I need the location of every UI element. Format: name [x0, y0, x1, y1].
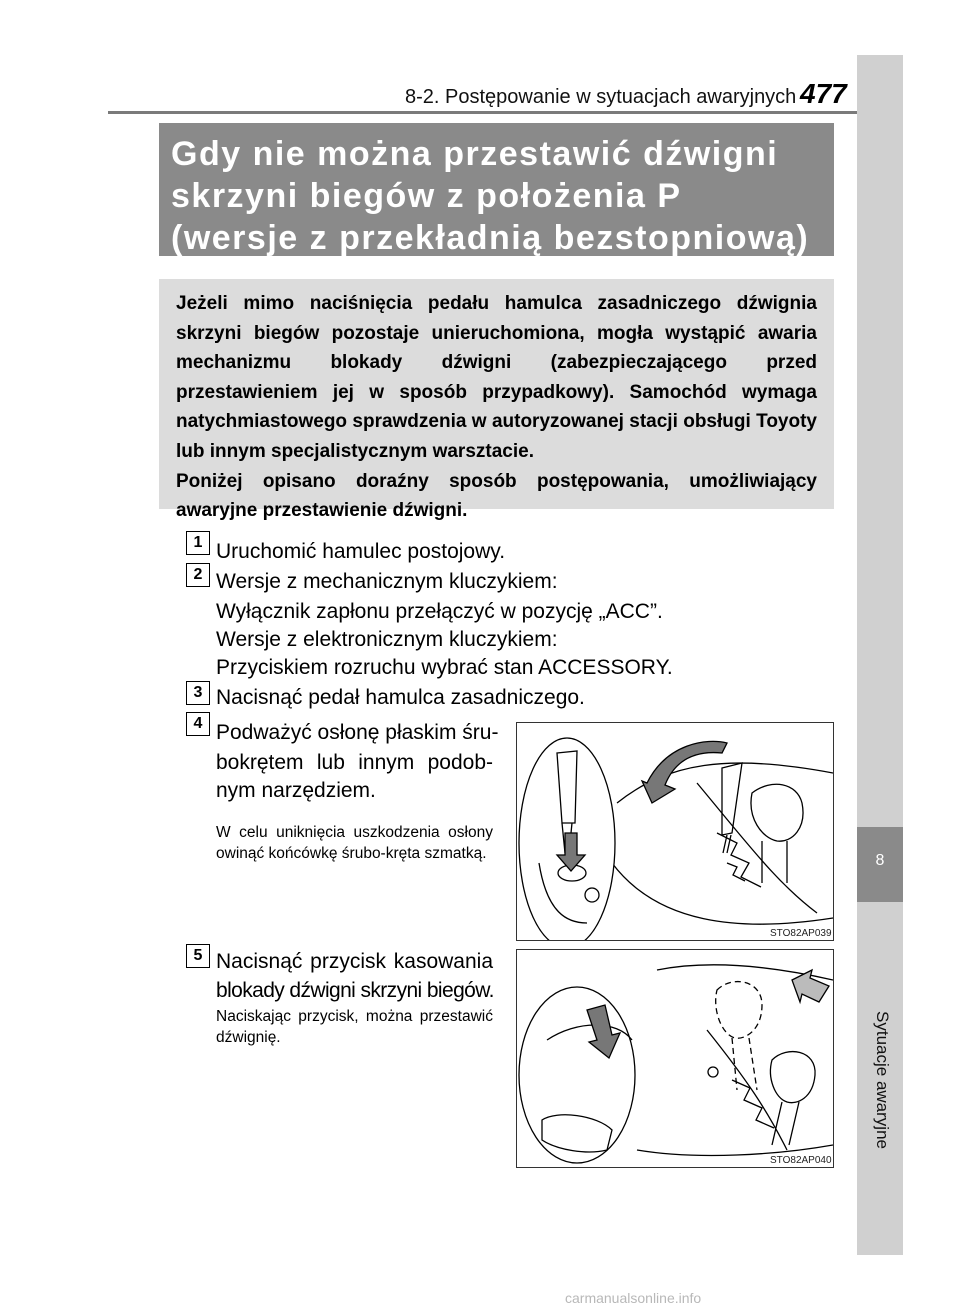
intro-text	[176, 289, 817, 526]
step-badge: 5	[186, 944, 210, 968]
shift-console-illustration	[517, 723, 833, 940]
step-text: Wersje z elektronicznym kluczykiem:	[216, 628, 558, 651]
chapter-title: Sytuacje awaryjne	[873, 1011, 892, 1149]
step-text: Wersje z mechanicznym kluczykiem:	[216, 570, 558, 593]
step-note: Naciskając przycisk, można przestawić dźwignię.	[216, 1008, 493, 1046]
step-text: Uruchomić hamulec postojowy.	[216, 540, 506, 563]
page-number: 477	[800, 78, 847, 109]
intro-paragraph: Jeżeli mimo naciśnięcia pedału hamulca zasadniczego dźwignia skrzyni biegów pozostaje unieruchomiona, mogła wystąpić awaria mechanizmu blokady dźwigni (zabezpieczającego przed przestawieniem jej w sposób przypadkowy). Samochód wymaga natychmiastowego sprawdzenia w autoryzowanej stacji obsługi Toyoty lub innym specjalistycznym warsztacie.	[176, 293, 817, 462]
watermark: carmanualsonline.info	[565, 1290, 702, 1306]
section-header: 8-2. Postępowanie w sytuacjach awaryjnych	[405, 86, 797, 108]
step-text: blokady dźwigni skrzyni biegów.	[216, 979, 494, 1002]
step-text: bokrętem lub innym podob-	[216, 751, 493, 774]
figure-pry-cover	[516, 722, 834, 941]
header-rule	[108, 111, 858, 114]
title-line: Gdy nie można przestawić dźwigni	[171, 135, 779, 173]
step-badge: 4	[186, 712, 210, 736]
intro-paragraph: Poniżej opisano doraźny sposób postępowania, umożliwiający awaryjne przestawienie dźwigni.	[176, 470, 817, 522]
title-line: (wersje z przekładnią bezstopniową)	[171, 219, 810, 257]
step-text: Przyciskiem rozruchu wybrać stan ACCESSORY.	[216, 656, 673, 679]
step-text: nym narzędziem.	[216, 779, 376, 802]
title-line: skrzyni biegów z położenia P	[171, 177, 682, 215]
page-title	[171, 133, 831, 259]
step-text: Podważyć osłonę płaskim śru-	[216, 721, 499, 744]
figure-code: STO82AP039	[770, 928, 832, 939]
figure-code: STO82AP040	[770, 1155, 832, 1166]
shift-lock-release-illustration	[517, 950, 833, 1167]
figure-release-button	[516, 949, 834, 1168]
step-badge: 3	[186, 681, 210, 705]
step-badge: 2	[186, 563, 210, 587]
chapter-number: 8	[875, 852, 885, 869]
step-text: Wyłącznik zapłonu przełączyć w pozycję „ACC”.	[216, 600, 663, 623]
step-text: Nacisnąć przycisk kasowania	[216, 950, 493, 973]
step-text: Nacisnąć pedał hamulca zasadniczego.	[216, 686, 585, 709]
step-badge: 1	[186, 531, 210, 555]
step-note: W celu uniknięcia uszkodzenia osłony owinąć końcówkę śrubo-kręta szmatką.	[216, 824, 493, 862]
